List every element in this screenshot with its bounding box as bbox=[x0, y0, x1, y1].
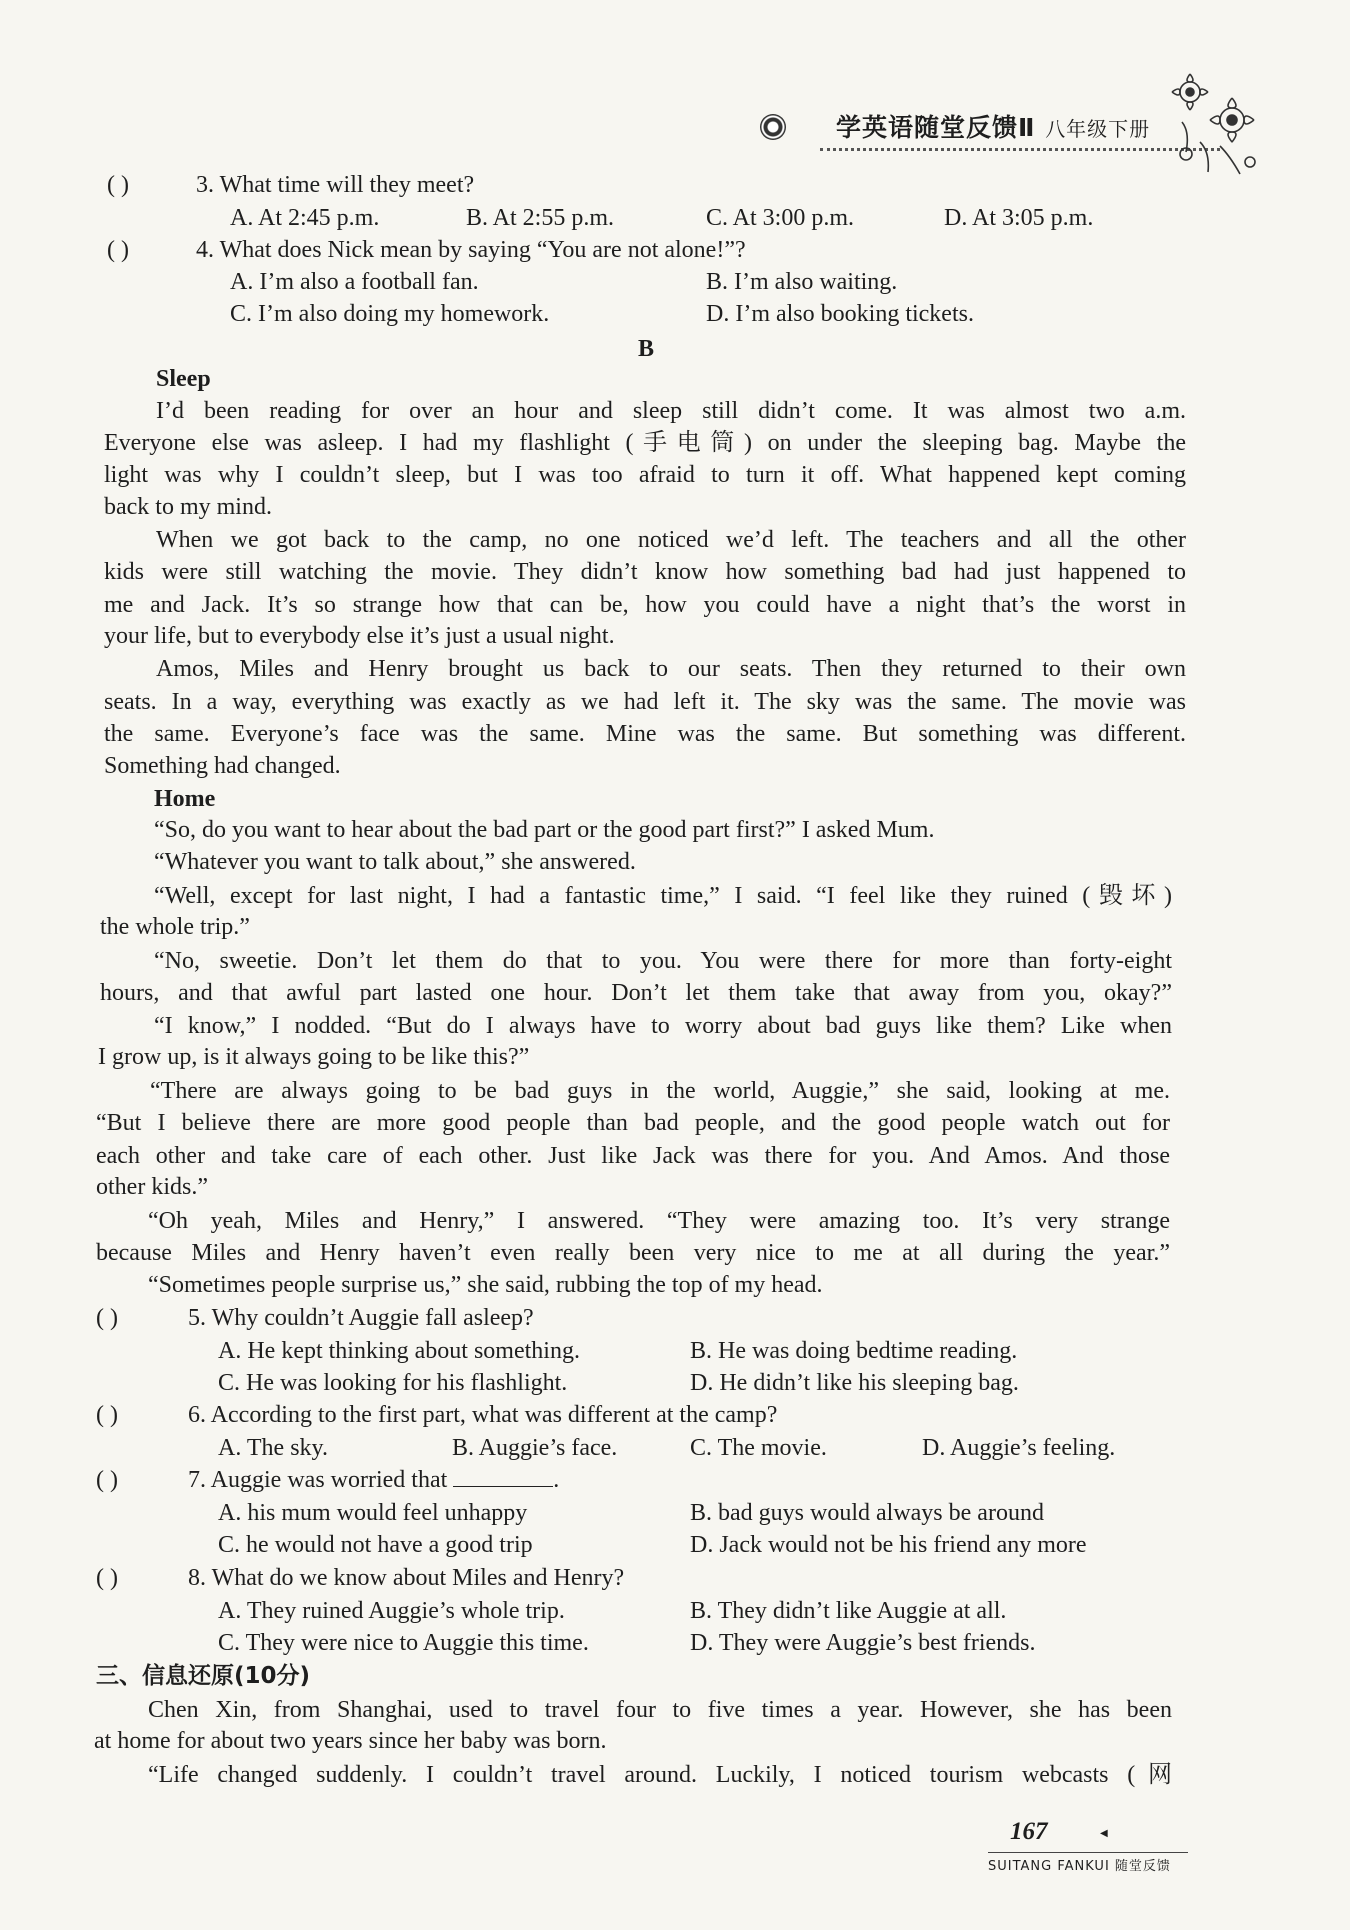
q4-option-d[interactable]: D. I’m also booking tickets. bbox=[706, 301, 974, 327]
home-line: “But I believe there are more good people than bad people, and the good people watch out for bbox=[96, 1110, 1170, 1136]
q3-option-d[interactable]: D. At 3:05 p.m. bbox=[944, 205, 1094, 231]
section-b-heading: B bbox=[638, 336, 655, 362]
home-title: Home bbox=[154, 786, 216, 812]
header-bullet-icon bbox=[760, 114, 786, 140]
q3-option-a[interactable]: A. At 2:45 p.m. bbox=[230, 205, 380, 231]
sleep-line: Everyone else was asleep. I had my flashlight (手电筒) on under the sleeping bag. Maybe the bbox=[104, 430, 1186, 456]
q4-option-c[interactable]: C. I’m also doing my homework. bbox=[230, 301, 550, 327]
q8-bracket[interactable]: ( ) bbox=[96, 1565, 118, 1591]
q4-stem: 4. What does Nick mean by saying “You are not alone!”? bbox=[196, 237, 746, 263]
q8-option-b[interactable]: B. They didn’t like Auggie at all. bbox=[690, 1598, 1007, 1624]
home-line: “Oh yeah, Miles and Henry,” I answered. “They were amazing too. It’s very strange bbox=[148, 1208, 1170, 1234]
home-line: “Well, except for last night, I had a fantastic time,” I said. “I feel like they ruined (毁坏) bbox=[154, 883, 1172, 909]
q7-option-b[interactable]: B. bad guys would always be around bbox=[690, 1500, 1044, 1526]
q4-option-b[interactable]: B. I’m also waiting. bbox=[706, 269, 898, 295]
q5-option-d[interactable]: D. He didn’t like his sleeping bag. bbox=[690, 1370, 1019, 1396]
q3-option-c[interactable]: C. At 3:00 p.m. bbox=[706, 205, 855, 231]
q6-option-a[interactable]: A. The sky. bbox=[218, 1435, 328, 1461]
page-number: 167 bbox=[1010, 1818, 1048, 1845]
home-line: each other and take care of each other. Just like Jack was there for you. And Amos. And those bbox=[96, 1143, 1170, 1169]
q5-option-c[interactable]: C. He was looking for his flashlight. bbox=[218, 1370, 568, 1396]
q6-option-b[interactable]: B. Auggie’s face. bbox=[452, 1435, 618, 1461]
home-line: “Sometimes people surprise us,” she said, rubbing the top of my head. bbox=[148, 1272, 823, 1298]
q8-option-c[interactable]: C. They were nice to Auggie this time. bbox=[218, 1630, 589, 1656]
sleep-line: Amos, Miles and Henry brought us back to our seats. Then they returned to their own bbox=[156, 656, 1186, 682]
q8-option-a[interactable]: A. They ruined Auggie’s whole trip. bbox=[218, 1598, 565, 1624]
q6-option-c[interactable]: C. The movie. bbox=[690, 1435, 827, 1461]
q8-option-d[interactable]: D. They were Auggie’s best friends. bbox=[690, 1630, 1036, 1656]
sleep-line: seats. In a way, everything was exactly as we had left it. The sky was the same. The movie was bbox=[104, 689, 1186, 715]
q5-stem: 5. Why couldn’t Auggie fall asleep? bbox=[188, 1305, 534, 1331]
home-line: “Whatever you want to talk about,” she answered. bbox=[154, 849, 636, 875]
q7-option-a[interactable]: A. his mum would feel unhappy bbox=[218, 1500, 528, 1526]
header-title-text: 学英语随堂反馈Ⅱ bbox=[836, 113, 1036, 142]
page-header bbox=[760, 106, 1200, 150]
home-line: other kids.” bbox=[96, 1174, 208, 1200]
sleep-line: me and Jack. It’s so strange how that can be, how you could have a night that’s the worst in bbox=[104, 592, 1186, 618]
home-line: because Miles and Henry haven’t even really been very nice to me at all during the year.” bbox=[96, 1240, 1170, 1266]
home-line: hours, and that awful part lasted one hour. Don’t let them take that away from you, okay?” bbox=[100, 980, 1172, 1006]
sleep-line: When we got back to the camp, no one noticed we’d left. The teachers and all the other bbox=[156, 527, 1186, 553]
triangle-left-icon: ◀ bbox=[1100, 1828, 1108, 1839]
section3-line: Chen Xin, from Shanghai, used to travel four to five times a year. However, she has been bbox=[148, 1697, 1172, 1723]
section3-line: at home for about two years since her baby was born. bbox=[94, 1728, 607, 1754]
q5-option-a[interactable]: A. He kept thinking about something. bbox=[218, 1338, 580, 1364]
sleep-line: your life, but to everybody else it’s just a usual night. bbox=[104, 623, 615, 649]
sleep-line: kids were still watching the movie. They didn’t know how something bad had just happened to bbox=[104, 559, 1186, 585]
sleep-line: the same. Everyone’s face was the same. Mine was the same. But something was different. bbox=[104, 721, 1186, 747]
sleep-line: Something had changed. bbox=[104, 753, 341, 779]
home-line: “No, sweetie. Don’t let them do that to you. You were there for more than forty-eight bbox=[154, 948, 1172, 974]
q4-option-a[interactable]: A. I’m also a football fan. bbox=[230, 269, 479, 295]
q5-option-b[interactable]: B. He was doing bedtime reading. bbox=[690, 1338, 1018, 1364]
home-line: I grow up, is it always going to be like this?” bbox=[98, 1044, 530, 1070]
q7-answer-blank[interactable] bbox=[453, 1466, 553, 1487]
home-line: “I know,” I nodded. “But do I always have to worry about bad guys like them? Like when bbox=[154, 1013, 1172, 1039]
sleep-line: back to my mind. bbox=[104, 494, 272, 520]
sleep-line: light was why I couldn’t sleep, but I was too afraid to turn it off. What happened kept coming bbox=[104, 462, 1186, 488]
sleep-title: Sleep bbox=[156, 366, 211, 392]
q3-bracket[interactable]: ( ) bbox=[107, 172, 129, 198]
q6-bracket[interactable]: ( ) bbox=[96, 1402, 118, 1428]
q7-option-c[interactable]: C. he would not have a good trip bbox=[218, 1532, 533, 1558]
flower-decoration-icon bbox=[1160, 62, 1270, 182]
q7-stem-end: . bbox=[553, 1467, 560, 1493]
home-line: “There are always going to be bad guys in the world, Auggie,” she said, looking at me. bbox=[150, 1078, 1170, 1104]
q7-option-d[interactable]: D. Jack would not be his friend any more bbox=[690, 1532, 1087, 1558]
q3-stem: 3. What time will they meet? bbox=[196, 172, 475, 198]
q7-stem: 7. Auggie was worried that bbox=[188, 1467, 448, 1493]
q7-bracket[interactable]: ( ) bbox=[96, 1467, 118, 1493]
q6-stem: 6. According to the first part, what was different at the camp? bbox=[188, 1402, 778, 1428]
home-line: the whole trip.” bbox=[100, 914, 250, 940]
sleep-line: I’d been reading for over an hour and sleep still didn’t come. It was almost two a.m. bbox=[156, 398, 1186, 424]
q5-bracket[interactable]: ( ) bbox=[96, 1305, 118, 1331]
header-subtitle: 八年级下册 bbox=[1045, 117, 1151, 141]
q6-option-d[interactable]: D. Auggie’s feeling. bbox=[922, 1435, 1116, 1461]
q3-option-b[interactable]: B. At 2:55 p.m. bbox=[466, 205, 615, 231]
q7-stem-line bbox=[188, 1465, 559, 1495]
section3-title: 三、信息还原(10分) bbox=[96, 1663, 311, 1689]
q8-stem: 8. What do we know about Miles and Henry? bbox=[188, 1565, 625, 1591]
header-title bbox=[836, 108, 1150, 144]
footer-brand: SUITANG FANKUI 随堂反馈 bbox=[988, 1852, 1188, 1874]
q4-bracket[interactable]: ( ) bbox=[107, 237, 129, 263]
section3-line: “Life changed suddenly. I couldn’t travel around. Luckily, I noticed tourism webcasts (网 bbox=[148, 1762, 1172, 1788]
home-line: “So, do you want to hear about the bad part or the good part first?” I asked Mum. bbox=[154, 817, 935, 843]
